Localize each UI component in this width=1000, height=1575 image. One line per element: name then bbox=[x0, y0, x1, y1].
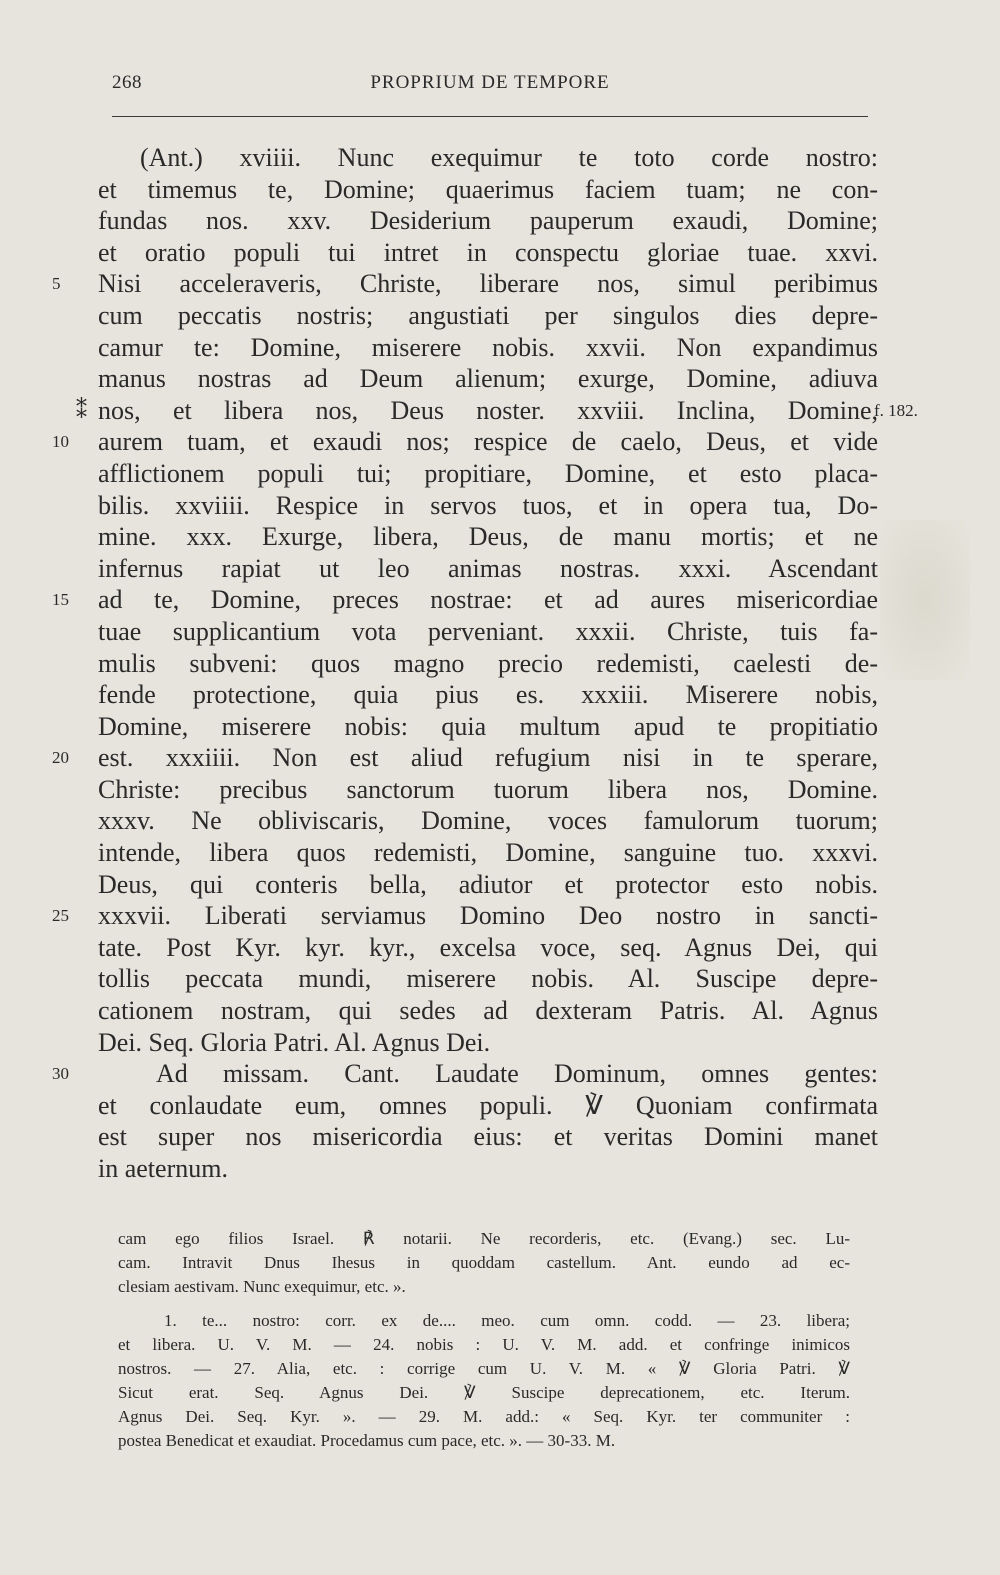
line-text: xxxv. Ne obliviscaris, Domine, voces famulorum tuorum; bbox=[98, 806, 878, 836]
line-text: Ad missam. Cant. Laudate Dominum, omnes gentes: bbox=[156, 1059, 878, 1089]
footnote-line: Agnus Dei. Seq. Kyr. ». — 29. M. add.: « Seq. Kyr. ter communiter : bbox=[118, 1407, 850, 1426]
line-text: Domine, miserere nobis: quia multum apud te propitiatio bbox=[98, 711, 878, 741]
line-text: tate. Post Kyr. kyr. kyr., excelsa voce, seq. Agnus Dei, qui bbox=[98, 932, 878, 962]
footnote-line: nostros. — 27. Alia, etc. : corrige cum U. V. M. « ℣ Gloria Patri. ℣ bbox=[118, 1359, 850, 1378]
line-text: in aeternum. bbox=[98, 1154, 228, 1183]
text-line bbox=[52, 900, 878, 932]
line-text: bilis. xxviiii. Respice in servos tuos, et in opera tua, Do- bbox=[98, 490, 878, 520]
text-line bbox=[98, 932, 878, 964]
text-line bbox=[98, 616, 878, 648]
footnote-line: Sicut erat. Seq. Agnus Dei. ℣ Suscipe deprecationem, etc. Iterum. bbox=[118, 1383, 850, 1402]
folio-margin-note: f. 182. bbox=[874, 400, 918, 420]
line-text: nos, et libera nos, Deus noster. xxviii. Inclina, Domine, bbox=[98, 395, 878, 425]
line-text: aurem tuam, et exaudi nos; respice de caelo, Deus, et vide bbox=[98, 427, 878, 457]
line-text: Christe: precibus sanctorum tuorum libera nos, Domine. bbox=[98, 774, 878, 804]
text-line bbox=[98, 648, 878, 680]
footnote-line: cam. Intravit Dnus Ihesus in quoddam castellum. Ant. eundo ad ec- bbox=[118, 1253, 850, 1272]
footnote-line: clesiam aestivam. Nunc exequimur, etc. ». bbox=[118, 1277, 406, 1296]
line-text: intende, libera quos redemisti, Domine, sanguine tuo. xxxvi. bbox=[98, 838, 878, 868]
text-line bbox=[98, 1027, 878, 1059]
text-line bbox=[98, 805, 878, 837]
line-text: cationem nostram, qui sedes ad dexteram Patris. Al. Agnus bbox=[98, 996, 878, 1026]
text-line bbox=[98, 774, 878, 806]
line-number: 20 bbox=[52, 748, 69, 768]
line-text: infernus rapiat ut leo animas nostras. xxxi. Ascendant bbox=[98, 553, 878, 583]
text-line bbox=[52, 268, 878, 300]
text-line bbox=[98, 1090, 878, 1122]
running-title: PROPRIUM DE TEMPORE bbox=[370, 72, 610, 93]
text-line bbox=[98, 521, 878, 553]
text-line bbox=[98, 837, 878, 869]
line-text: afflictionem populi tui; propitiare, Domine, et esto placa- bbox=[98, 458, 878, 488]
footnote-line: postea Benedicat et exaudiat. Procedamus cum pace, etc. ». — 30-33. M. bbox=[118, 1431, 616, 1450]
line-text: est super nos misericordia eius: et veritas Domini manet bbox=[98, 1122, 878, 1152]
page-header bbox=[112, 72, 868, 102]
text-line bbox=[98, 995, 878, 1027]
line-number: 30 bbox=[52, 1064, 69, 1084]
line-text: Deus, qui conteris bella, adiutor et protector esto nobis. bbox=[98, 869, 878, 899]
text-line bbox=[52, 1058, 878, 1090]
line-text: tuae supplicantium vota perveniant. xxxii. Christe, tuis fa- bbox=[98, 616, 878, 646]
text-line bbox=[98, 300, 878, 332]
text-line bbox=[98, 869, 878, 901]
text-line bbox=[98, 332, 878, 364]
line-text: xxxvii. Liberati serviamus Domino Deo nostro in sancti- bbox=[98, 901, 878, 931]
text-line bbox=[98, 963, 878, 995]
line-text: fende protectione, quia pius es. xxxiii. Miserere nobis, bbox=[98, 680, 878, 710]
text-line bbox=[98, 1121, 878, 1153]
text-line bbox=[52, 584, 878, 616]
text-line bbox=[52, 742, 878, 774]
line-text: et conlaudate eum, omnes populi. ℣ Quoniam confirmata bbox=[98, 1090, 878, 1120]
text-line bbox=[98, 174, 878, 206]
header-rule bbox=[112, 116, 868, 117]
line-text: fundas nos. xxv. Desiderium pauperum exaudi, Domine; bbox=[98, 206, 878, 236]
line-text: est. xxxiiii. Non est aliud refugium nisi in te sperare, bbox=[98, 743, 878, 773]
text-line bbox=[98, 237, 878, 269]
text-line bbox=[98, 553, 878, 585]
line-text: tollis peccata mundi, miserere nobis. Al. Suscipe depre- bbox=[98, 964, 878, 994]
main-text bbox=[52, 142, 918, 1185]
text-line bbox=[98, 711, 878, 743]
text-line bbox=[52, 426, 878, 458]
cross-mark-icon: ⁑ bbox=[76, 397, 87, 423]
paper-stain bbox=[880, 520, 970, 680]
line-text: mine. xxx. Exurge, libera, Deus, de manu mortis; et ne bbox=[98, 522, 878, 552]
line-text: et timemus te, Domine; quaerimus faciem tuam; ne con- bbox=[98, 174, 878, 204]
text-line bbox=[98, 1153, 878, 1185]
line-text: mulis subveni: quos magno precio redemisti, caelesti de- bbox=[98, 648, 878, 678]
footnote-line: cam ego filios Israel. ℟ notarii. Ne recorderis, etc. (Evang.) sec. Lu- bbox=[118, 1229, 850, 1248]
line-number: 5 bbox=[52, 274, 61, 294]
footnote-line: et libera. U. V. M. — 24. nobis : U. V. M. add. et confringe inimicos bbox=[118, 1335, 850, 1354]
page-number: 268 bbox=[112, 72, 142, 93]
line-text: (Ant.) xviiii. Nunc exequimur te toto corde nostro: bbox=[140, 143, 878, 172]
text-line bbox=[98, 490, 878, 522]
text-line bbox=[98, 679, 878, 711]
line-number: 10 bbox=[52, 432, 69, 452]
line-text: Dei. Seq. Gloria Patri. Al. Agnus Dei. bbox=[98, 1027, 491, 1057]
footnote-line: 1. te... nostro: corr. ex de.... meo. cum omn. codd. — 23. libera; bbox=[164, 1311, 850, 1330]
text-line bbox=[98, 363, 878, 395]
text-line bbox=[98, 142, 878, 174]
text-line bbox=[76, 395, 918, 427]
text-line bbox=[98, 205, 878, 237]
line-text: camur te: Domine, miserere nobis. xxvii. Non expandimus bbox=[98, 332, 878, 362]
footnotes bbox=[118, 1227, 850, 1453]
line-text: cum peccatis nostris; angustiati per singulos dies depre- bbox=[98, 300, 878, 330]
line-number: 15 bbox=[52, 590, 69, 610]
line-text: ad te, Domine, preces nostrae: et ad aures misericordiae bbox=[98, 585, 878, 615]
text-line bbox=[98, 458, 878, 490]
line-number: 25 bbox=[52, 906, 69, 926]
line-text: et oratio populi tui intret in conspectu gloriae tuae. xxvi. bbox=[98, 237, 878, 267]
line-text: Nisi acceleraveris, Christe, liberare nos, simul peribimus bbox=[98, 269, 878, 299]
line-text: manus nostras ad Deum alienum; exurge, Domine, adiuva bbox=[98, 364, 878, 394]
footnote-gap bbox=[118, 1299, 850, 1309]
